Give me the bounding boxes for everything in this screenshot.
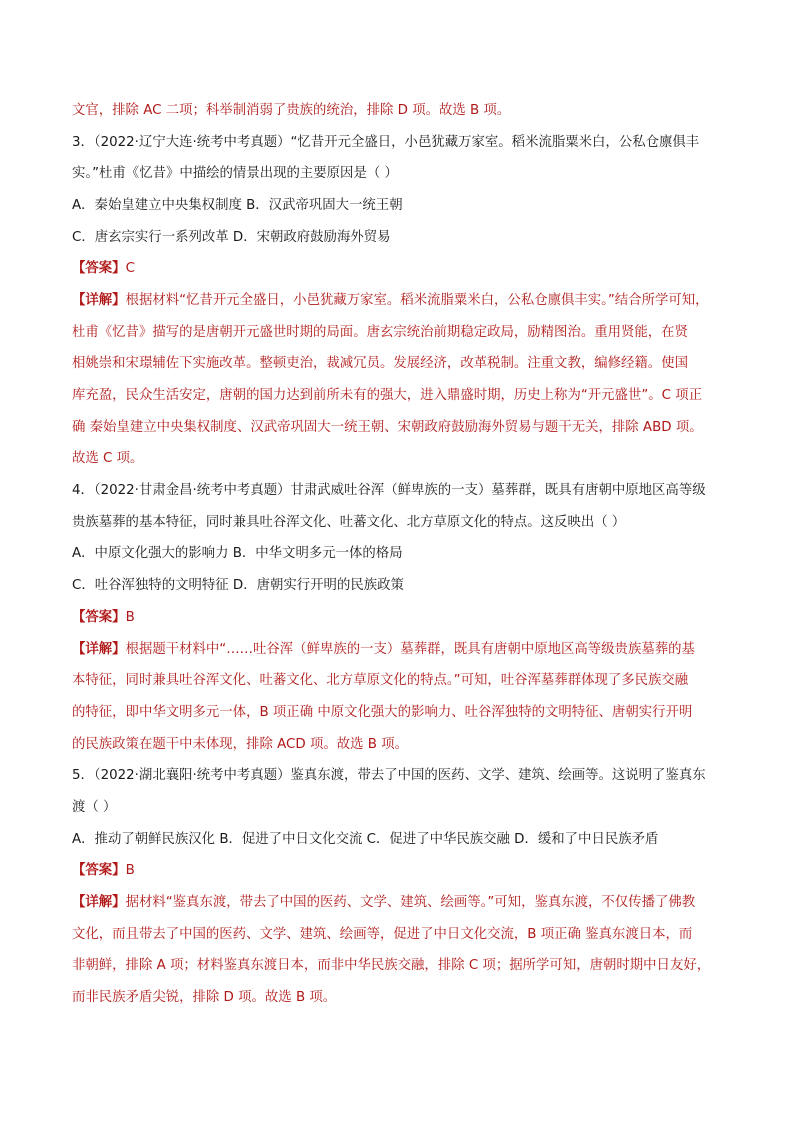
q4-detail-line-1 <box>72 640 732 660</box>
detail-text: 根据题干材料中“……吐谷浑（鲜卑族的一支）墓葬群，既具有唐朝中原地区高等级贵族墓葬的基 <box>125 642 695 657</box>
detail-text: 根据材料“忆昔开元全盛日，小邑犹藏万家室。稻米流脂粟米白，公私仓廪俱丰实。”结合所学可知， <box>125 293 709 308</box>
detail-text: 据材料“鉴真东渡，带去了中国的医药、文学、建筑、绘画等。”可知，鉴真东渡，不仅传播了佛教 <box>125 895 696 910</box>
q4-stem-line-2: 贵族墓葬的基本特征，同时兼具吐谷浑文化、吐蕃文化、北方草原文化的特点。这反映出（ ） <box>72 515 626 530</box>
answer-tag: 【答案】 <box>72 863 126 878</box>
answer-value: B <box>125 863 135 878</box>
q3-options-ab: A．秦始皇建立中央集权制度 B．汉武帝巩固大一统王朝 <box>72 198 403 213</box>
q4-detail-line-3: 的特征，即中华文明多元一体，B 项正确 中原文化强大的影响力、吐谷浑独特的文明特征、唐朝实行开明 <box>72 705 693 720</box>
answer-value: C <box>125 261 135 276</box>
detail-tag: 【详解】 <box>72 293 126 308</box>
q5-stem-line-1: 5．（2022·湖北襄阳·统考中考真题）鉴真东渡，带去了中国的医药、文学、建筑、绘画等。这说明了鉴真东 <box>72 768 706 783</box>
answer-value: B <box>125 610 135 625</box>
detail-tag: 【详解】 <box>72 895 126 910</box>
q5-detail-line-3: 非朝鲜，排除 A 项；材料鉴真东渡日本，而非中华民族交融，排除 C 项；据所学可知，唐朝时期中日友好， <box>72 958 711 973</box>
q4-stem-line-1: 4．（2022·甘肃金昌·统考中考真题）甘肃武威吐谷浑（鲜卑族的一支）墓葬群，既具有唐朝中原地区高等级 <box>72 483 706 498</box>
q4-options-ab: A．中原文化强大的影响力 B．中华文明多元一体的格局 <box>72 546 403 561</box>
q3-detail-line-3: 相姚崇和宋璟辅佐下实施改革。整顿吏治，裁减冗员。发展经济，改革税制。注重文教，编修经籍。使国 <box>72 356 688 371</box>
q3-detail-line-2: 杜甫《忆昔》描写的是唐朝开元盛世时期的局面。唐玄宗统治前期稳定政局，励精图治。重用贤能，在贤 <box>72 325 688 340</box>
q3-detail-line-6: 故选 C 项。 <box>72 451 144 466</box>
q5-options: A．推动了朝鲜民族汉化 B．促进了中日文化交流 C．促进了中华民族交融 D．缓和了中日民族矛盾 <box>72 832 659 847</box>
detail-tag: 【详解】 <box>72 642 126 657</box>
q4-answer <box>72 608 732 628</box>
answer-tag: 【答案】 <box>72 610 126 625</box>
q3-stem-line-2: 实。”杜甫《忆昔》中描绘的情景出现的主要原因是（ ） <box>72 166 398 181</box>
q4-options-cd: C．吐谷浑独特的文明特征 D．唐朝实行开明的民族政策 <box>72 578 404 593</box>
q5-detail-line-2: 文化，而且带去了中国的医药、文学、建筑、绘画等，促进了中日文化交流，B 项正确 鉴真东渡日本，而 <box>72 927 693 942</box>
q3-stem-line-1: 3．（2022·辽宁大连·统考中考真题）“忆昔开元全盛日，小邑犹藏万家室。稻米流脂粟米白，公私仓廪俱丰 <box>72 135 700 150</box>
q5-stem-line-2: 渡（ ） <box>72 800 117 815</box>
q4-detail-line-4: 的民族政策在题干中未体现，排除 ACD 项。故选 B 项。 <box>72 737 408 752</box>
q3-detail-line-1 <box>72 291 732 311</box>
q5-answer <box>72 861 732 881</box>
q5-detail-line-4: 而非民族矛盾尖锐，排除 D 项。故选 B 项。 <box>72 990 337 1005</box>
q3-detail-line-5: 确 秦始皇建立中央集权制度、汉武帝巩固大一统王朝、宋朝政府鼓励海外贸易与题干无关，排除 ABD 项。 <box>72 420 703 435</box>
q3-answer <box>72 259 732 279</box>
q3-options-cd: C．唐玄宗实行一系列改革 D．宋朝政府鼓励海外贸易 <box>72 230 391 245</box>
q2-detail-tail: 文官，排除 AC 二项；科举制消弱了贵族的统治，排除 D 项。故选 B 项。 <box>72 103 511 118</box>
q5-detail-line-1 <box>72 893 732 913</box>
q4-detail-line-2: 本特征，同时兼具吐谷浑文化、吐蕃文化、北方草原文化的特点。”可知，吐谷浑墓葬群体现了多民族交融 <box>72 673 689 688</box>
answer-tag: 【答案】 <box>72 261 126 276</box>
q3-detail-line-4: 库充盈，民众生活安定，唐朝的国力达到前所未有的强大，进入鼎盛时期，历史上称为“开元盛世”。C 项正 <box>72 388 703 403</box>
